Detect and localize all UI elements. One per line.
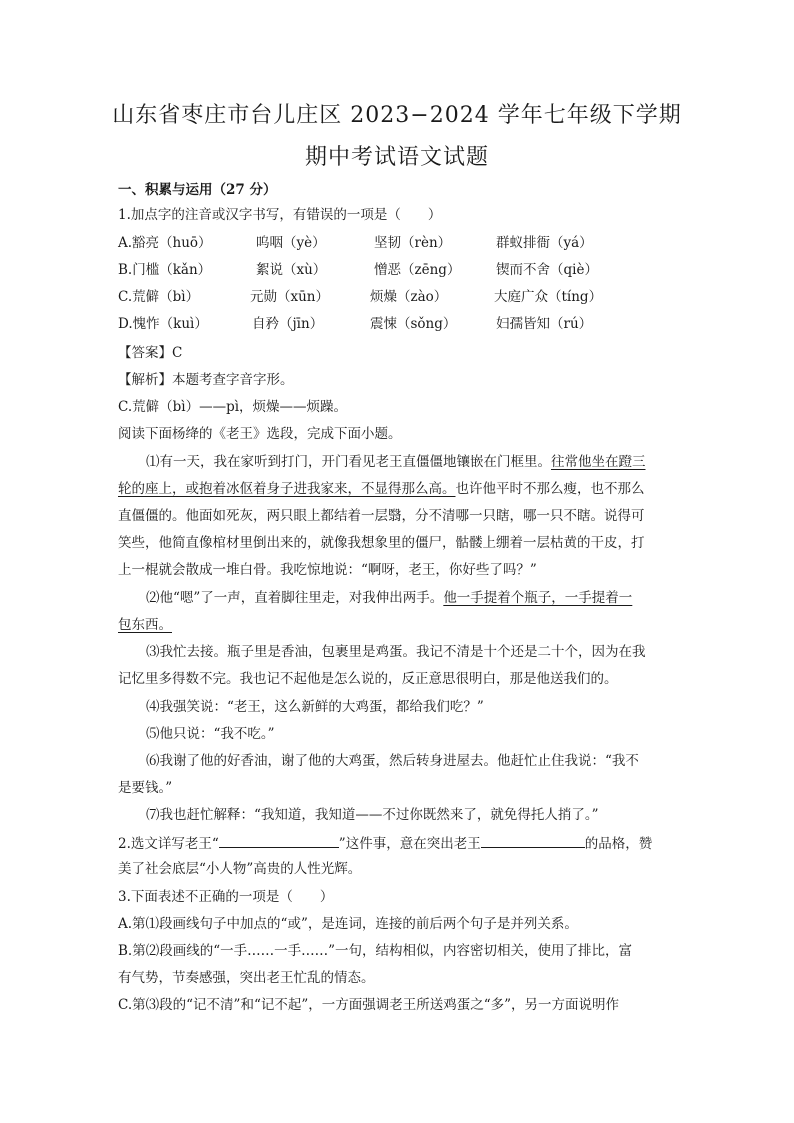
passage-p7: ⑺我也赶忙解释：“我知道，我知道——不过你既然来了，就免得托人捎了。” (146, 807, 599, 823)
underlined-sentence: 往常他坐在蹬三 (551, 454, 646, 470)
question-3-option-b-line1: B.第⑵段画线的“一手……一手……”一句，结构相似，内容密切相关，使用了排比，富 (118, 943, 633, 959)
q2-text: 2.选文详写老王“ (118, 836, 219, 852)
option-a-4: 群蚁排衙（yá） (496, 235, 593, 251)
option-b-3: 憎恶（zēng） (374, 262, 461, 278)
passage-text: ⑴有一天，我在家听到打门，开门看见老王直僵僵地镶嵌在门框里。 (146, 454, 551, 470)
passage-p1-line3: 直僵僵的。他面如死灰，两只眼上都结着一层翳，分不清哪一只瞎，哪一只不瞎。说得可 (118, 508, 645, 524)
option-a-3: 坚韧（rèn） (374, 235, 452, 251)
option-b-4: 锲而不舍（qiè） (496, 262, 598, 278)
question-3-option-a: A.第⑴段画线句子中加点的“或”，是连词，连接的前后两个句子是并列关系。 (118, 916, 578, 932)
option-d-2: 自矜（jīn） (252, 316, 324, 332)
answer-blank-2[interactable] (481, 833, 585, 848)
passage-p1-line1 (146, 453, 646, 471)
passage-p2-line2 (118, 616, 172, 634)
question-1-stem: 1.加点字的注音或汉字书写，有错误的一项是（ ） (118, 207, 442, 223)
underlined-sentence: 他一手提着个瓶子，一手提着一 (443, 590, 633, 606)
page-title-line2: 期中考试语文试题 (304, 145, 489, 170)
passage-p1-line2 (118, 480, 645, 498)
option-c-3: 烦燥（zào） (370, 289, 448, 305)
section-heading: 一、积累与运用（27 分） (118, 182, 277, 198)
passage-p3-line1: ⑶我忙去接。瓶子里是香油，包裹里是鸡蛋。我记不清是十个还是二十个，因为在我 (146, 644, 646, 660)
option-d-1: D.愧怍（kuì） (118, 316, 208, 332)
passage-text: 也许他平时不那么瘦，也不那么 (455, 481, 645, 497)
option-b-2: 絮说（xù） (256, 262, 327, 278)
reading-intro: 阅读下面杨绛的《老王》选段，完成下面小题。 (118, 426, 402, 442)
page-title-line1: 山东省枣庄市台儿庄区 2023−2024 学年七年级下学期 (112, 103, 682, 128)
option-c-2: 元勋（xūn） (250, 289, 330, 305)
passage-p6-line1: ⑹我谢了他的好香油，谢了他的大鸡蛋，然后转身进屋去。他赶忙止住我说：“我不 (146, 753, 639, 769)
passage-p1-line4: 笑些，他简直像棺材里倒出来的，就像我想象里的僵尸，骷髅上绷着一层枯黄的干皮，打 (118, 535, 645, 551)
passage-text: ⑵他“嗯”了一声，直着脚往里走，对我伸出两手。 (146, 590, 444, 606)
answer-blank-1[interactable] (219, 833, 339, 848)
question-2-line1 (118, 833, 652, 853)
underlined-sentence: 包东西。 (118, 617, 172, 633)
passage-p4: ⑷我强笑说：“老王，这么新鲜的大鸡蛋，都给我们吃？” (146, 699, 484, 715)
option-d-4: 妇孺皆知（rú） (496, 316, 593, 332)
option-c-4: 大庭广众（tíng） (494, 289, 603, 305)
underlined-sentence: 轮的座上，或抱着冰伛着身子进我家来，不显得那么高。 (118, 481, 456, 497)
question-3-option-c: C.第⑶段的“记不清”和“记不起”，一方面强调老王所送鸡蛋之“多”，另一方面说明作 (118, 997, 620, 1013)
passage-p2-line1 (146, 589, 632, 607)
question-3-option-b-line2: 有气势，节奏感强，突出老王忙乱的情态。 (118, 970, 375, 986)
passage-p3-line2: 记忆里多得数不完。我也记不起他是怎么说的，反正意思很明白，那是他送我们的。 (118, 671, 618, 687)
question-2-line2: 美了社会底层“小人物”高贵的人性光辉。 (118, 861, 362, 877)
question-1-answer: 【答案】C (118, 345, 183, 361)
question-1-explain: C.荒僻（bì）——pì，烦燥——烦躁。 (118, 399, 348, 415)
option-d-3: 震悚（sǒng） (370, 316, 457, 332)
passage-p6-line2: 是要钱。” (118, 780, 173, 796)
q2-text: 的品格，赞 (584, 836, 653, 852)
option-a-1: A.豁亮（huō） (118, 235, 212, 251)
option-a-2: 呜咽（yè） (256, 235, 326, 251)
option-b-1: B.门槛（kǎn） (118, 262, 212, 278)
question-1-analysis: 【解析】本题考查字音字形。 (118, 372, 294, 388)
passage-p1-line5: 上一棍就会散成一堆白骨。我吃惊地说：“啊呀，老王，你好些了吗？” (118, 562, 537, 578)
option-c-1: C.荒僻（bì） (118, 289, 200, 305)
q2-text: ”这件事，意在突出老王 (338, 836, 481, 852)
passage-p5: ⑸他只说：“我不吃。” (146, 726, 275, 742)
question-3-stem: 3.下面表述不正确的一项是（ ） (118, 889, 334, 905)
